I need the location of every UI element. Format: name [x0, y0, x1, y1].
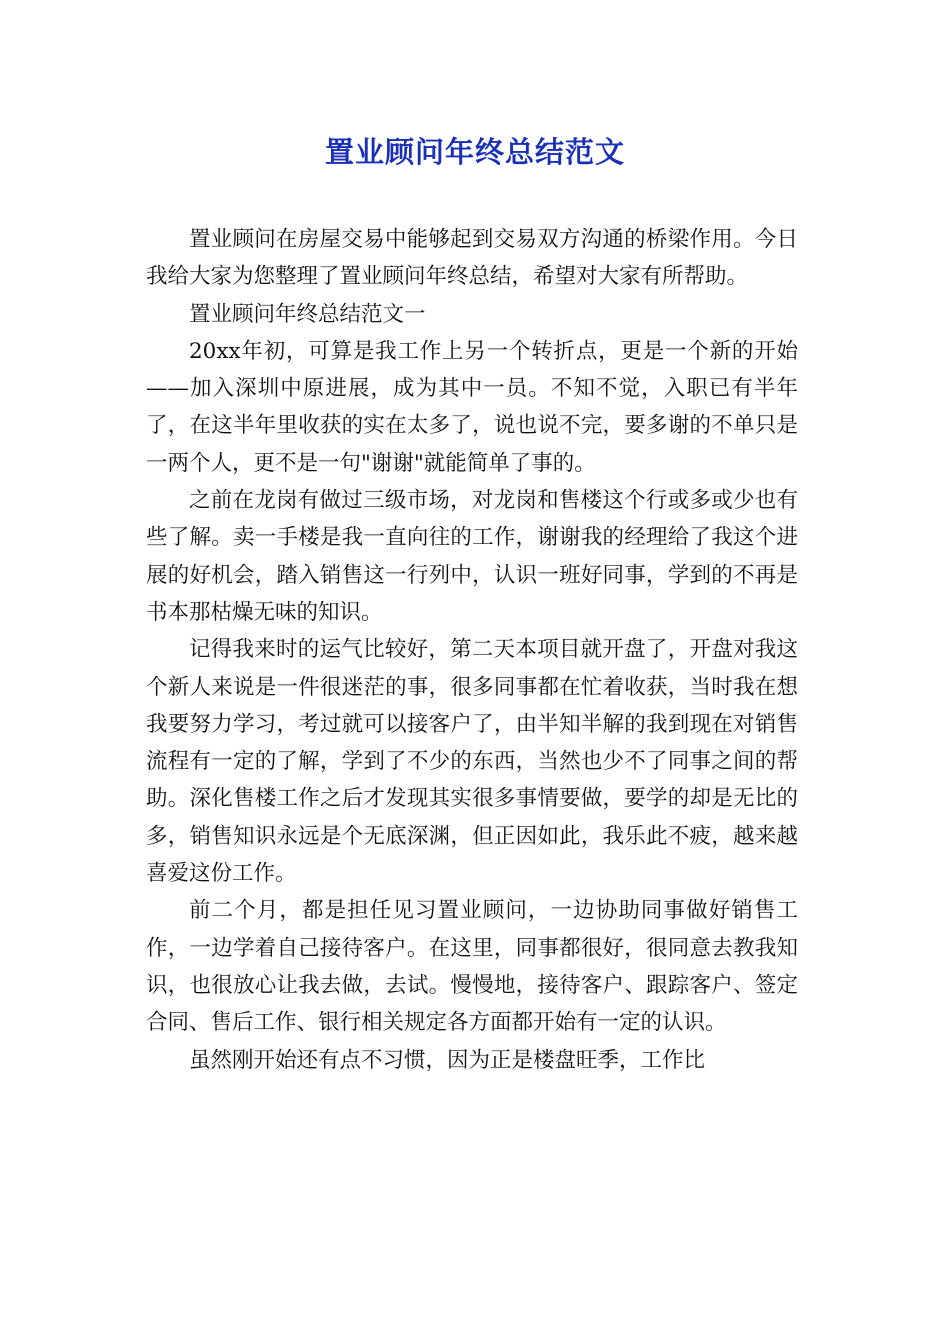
intro-paragraph: 置业顾问在房屋交易中能够起到交易双方沟通的桥梁作用。今日我给大家为您整理了置业顾问年终总结，希望对大家有所帮助。 [146, 227, 798, 290]
body-paragraph: 虽然刚开始还有点不习惯，因为正是楼盘旺季，工作比 [189, 1047, 706, 1073]
document-body [146, 221, 798, 1079]
section-heading: 置业顾问年终总结范文一 [189, 301, 426, 327]
body-paragraph: 前二个月，都是担任见习置业顾问，一边协助同事做好销售工作，一边学着自己接待客户。在这里，同事都很好，很同意去教我知识，也很放心让我去做，去试。慢慢地，接待客户、跟踪客户、签定合同、售后工作、银行相关规定各方面都开始有一定的认识。 [146, 898, 798, 1036]
body-paragraph: 20xx年初，可算是我工作上另一个转折点，更是一个新的开始——加入深圳中原进展，成为其中一员。不知不觉，入职已有半年了，在这半年里收获的实在太多了，说也说不完，要多谢的不单只是一两个人，更不是一句"谢谢"就能简单了事的。 [146, 338, 798, 476]
body-paragraph: 之前在龙岗有做过三级市场，对龙岗和售楼这个行或多或少也有些了解。卖一手楼是我一直向往的工作，谢谢我的经理给了我这个进展的好机会，踏入销售这一行列中，认识一班好同事，学到的不再是书本那枯燥无味的知识。 [146, 488, 798, 625]
document-title: 置业顾问年终总结范文 [324, 135, 625, 169]
body-paragraph: 记得我来时的运气比较好，第二天本项目就开盘了，开盘对我这个新人来说是一件很迷茫的事，很多同事都在忙着收获，当时我在想我要努力学习，考过就可以接客户了，由半知半解的我到现在对销售流程有一定的了解，学到了不少的东西，当然也少不了同事之间的帮助。深化售楼工作之后才发现其实很多事情要做，要学的却是无比的多，销售知识永远是个无底深渊，但正因如此，我乐此不疲，越来越喜爱这份工作。 [146, 637, 798, 887]
